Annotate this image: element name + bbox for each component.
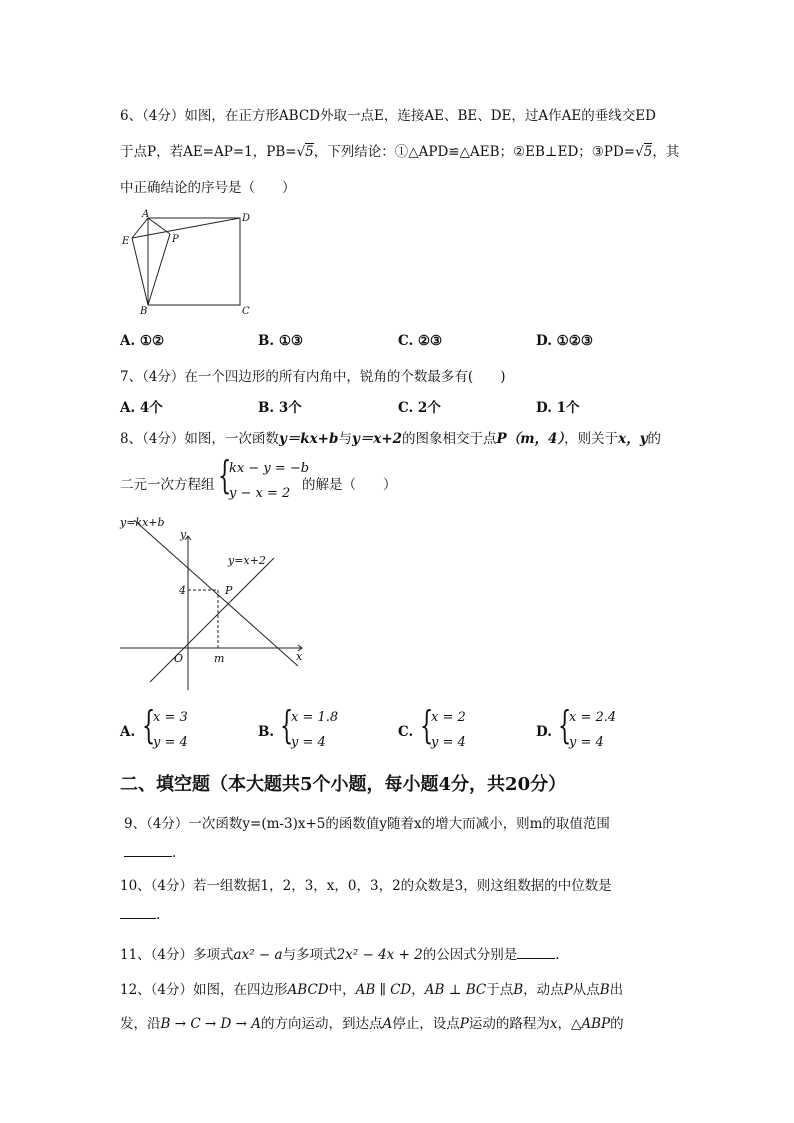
q11-text-b: 与多项式 [282, 947, 337, 963]
segment-be [132, 238, 148, 305]
q8-system-eq1: kx − y = −b [229, 461, 310, 476]
label-x-axis: x [296, 650, 303, 663]
q8-point: P（m，4） [496, 431, 565, 447]
q8-text-c: 的图象相交于点 [402, 431, 497, 447]
q8-text-e: 的 [647, 431, 662, 447]
sqrt-symbol: √ [296, 144, 306, 160]
q7-line1: 7、（4分）在一个四边形的所有内角中，锐角的个数最多有( ) [120, 369, 506, 385]
q8-graph [114, 514, 314, 694]
sqrt-symbol: √ [635, 144, 644, 160]
q11-text-c: 的公因式分别是 [422, 947, 518, 963]
section-2-title: 二、填空题（本大题共5个小题，每小题4分，共20分） [120, 774, 567, 795]
q8-eq1: y＝kx+b [278, 431, 339, 447]
q6-option-c[interactable]: C. ②③ [398, 333, 443, 349]
q7-option-d[interactable]: D. 1个 [536, 400, 580, 416]
q11-text-a: 11、（4分）多项式 [120, 947, 234, 963]
label-line-kx-b: y=kx+b [120, 516, 165, 529]
label-d: D [242, 213, 251, 224]
label-tick-4: 4 [179, 584, 186, 597]
q6-line3: 中正确结论的序号是（ ） [120, 180, 296, 196]
label-tick-m: m [214, 652, 225, 665]
label-c: C [242, 306, 250, 316]
q6-line2-part-a: 于点P，若AE=AP=1，PB= [120, 144, 297, 160]
q11-line [120, 943, 560, 963]
q6-option-a[interactable]: A. ①② [120, 333, 165, 349]
line-y-kx-plus-b [134, 520, 298, 666]
label-b: B [140, 306, 148, 316]
q11-poly1: ax² − a [233, 947, 283, 963]
q8-line2b: 的解是（ ） [302, 477, 397, 493]
q7-option-b[interactable]: B. 3个 [258, 400, 302, 416]
q11-answer-blank[interactable] [517, 946, 555, 959]
label-a: A [142, 209, 150, 220]
q8-text-a: 8、（4分）如图，一次函数 [120, 431, 279, 447]
q11-poly2: 2x² − 4x + 2 [336, 947, 423, 963]
q8-text-b: 与 [338, 431, 352, 447]
label-e: E [122, 236, 130, 247]
q10-answer-blank[interactable] [120, 906, 156, 919]
q6-line1: 6、（4分）如图，在正方形ABCD外取一点E，连接AE、BE、DE，过A作AE的垂线交ED [120, 108, 656, 124]
q6-line2-part-b: ，下列结论：①△APD≌△AEB；②EB⊥ED；③PD= [313, 144, 636, 160]
label-point-p: P [225, 584, 233, 597]
q8-system-brace: { [218, 453, 232, 497]
q12-line1: 12、（4分）如图，在四边形ABCD中，AB ∥ CD，AB ⊥ BC于点B，动点P从点B出 [120, 982, 624, 998]
label-origin: O [174, 652, 184, 665]
q6-line2 [120, 140, 679, 160]
q7-option-a[interactable]: A. 4个 [120, 400, 163, 416]
q6-sqrt5-a: 5 [305, 144, 314, 160]
q7-option-c[interactable]: C. 2个 [398, 400, 441, 416]
q6-sqrt5-b: 5 [643, 144, 653, 160]
q8-text-d: ，则关于 [564, 431, 619, 447]
label-line-x-2: y=x+2 [228, 554, 266, 567]
q12-line2: 发，沿B → C → D → A的方向运动，到达点A停止，设点P运动的路程为x，△ABP的 [120, 1016, 624, 1032]
q10-answer: . [120, 906, 160, 923]
q6-line2-part-c: ，其 [652, 144, 680, 160]
q8-line2a: 二元一次方程组 [120, 477, 215, 493]
segment-pb [148, 234, 170, 305]
q9-line1: 9、（4分）一次函数y=(m-3)x+5的函数值y随着x的增大而减小，则m的取值范围 [124, 816, 610, 832]
q10-line1: 10、（4分）若一组数据1，2，3，x，0，3，2的众数是3，则这组数据的中位数是 [120, 878, 612, 894]
q8-system-eq2: y − x = 2 [229, 486, 291, 501]
segment-ap [148, 218, 170, 234]
q8-eq2: y＝x+2 [351, 431, 403, 447]
q6-square-figure [118, 208, 258, 316]
q6-option-d[interactable]: D. ①②③ [536, 333, 593, 349]
q11-period: . [555, 947, 560, 963]
label-y-axis: y [180, 528, 187, 541]
q9-answer-blank[interactable] [124, 844, 172, 857]
q8-line1 [120, 427, 661, 447]
q6-option-b[interactable]: B. ①③ [258, 333, 304, 349]
line-y-x-plus-2 [150, 558, 274, 682]
q9-answer: . [124, 844, 176, 861]
label-p: P [172, 234, 179, 245]
q8-vars: x，y [618, 431, 648, 447]
